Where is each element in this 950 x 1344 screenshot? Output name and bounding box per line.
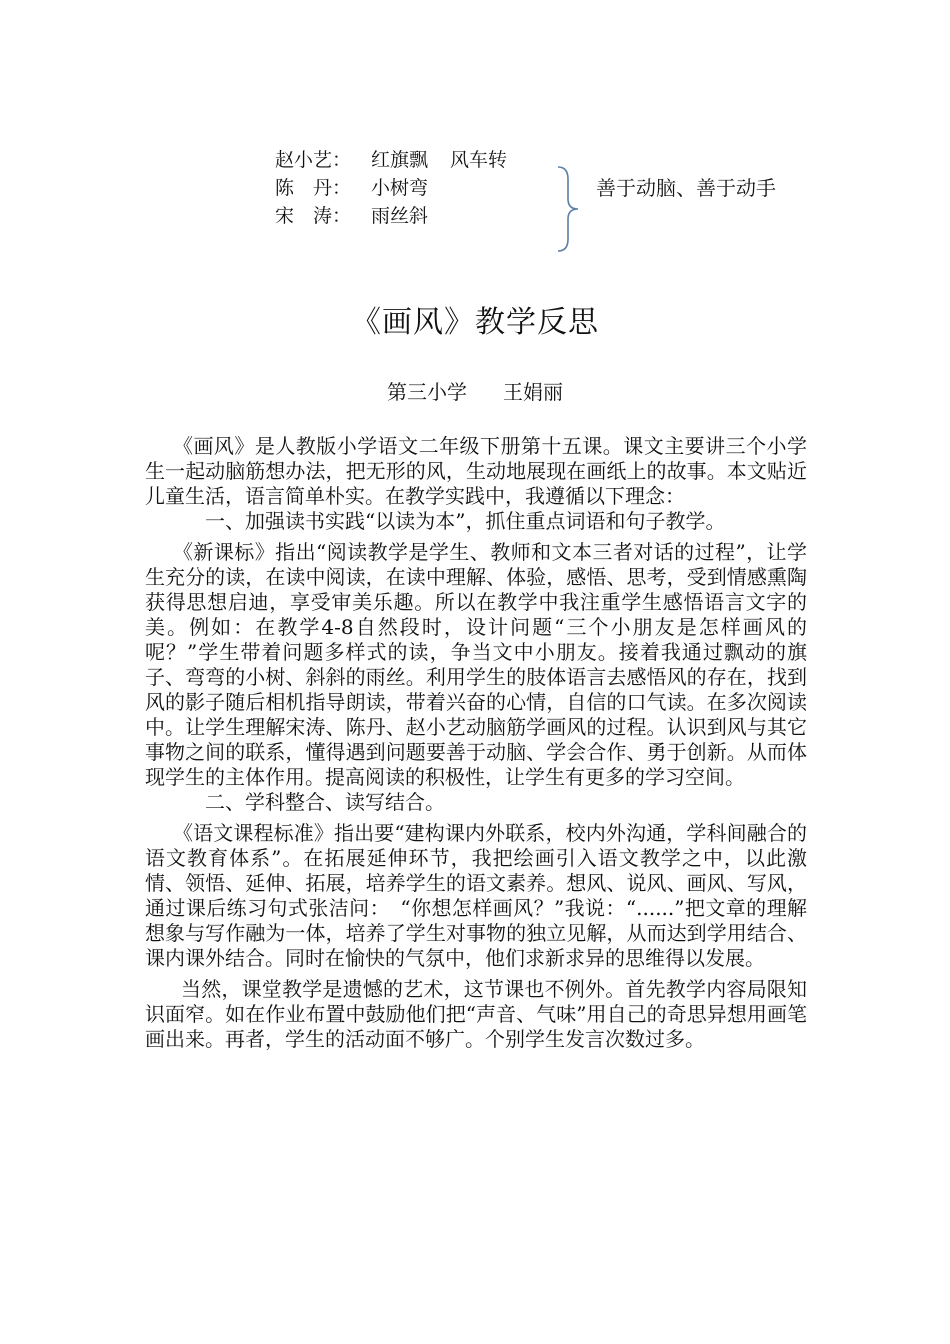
board-text: 红旗飘 bbox=[371, 149, 429, 171]
board-row-song bbox=[275, 202, 507, 230]
author-line bbox=[0, 376, 950, 405]
section-heading-2: 二、学科整合、读写结合。 bbox=[205, 790, 445, 814]
board-row-zhao bbox=[275, 146, 507, 174]
brace-label: 善于动脑、善于动手 bbox=[596, 176, 776, 200]
board-name: 赵小艺： bbox=[275, 149, 352, 171]
author-name: 王娟丽 bbox=[503, 380, 563, 404]
board-text-2: 风车转 bbox=[450, 149, 508, 171]
board-text: 雨丝斜 bbox=[371, 205, 429, 227]
blackboard-summary bbox=[275, 146, 507, 230]
board-name: 宋 涛： bbox=[275, 205, 352, 227]
paragraph-conclusion: 当然，课堂教学是遗憾的艺术，这节课也不例外。首先教学内容局限知识面窄。如在作业布置中鼓励他们把“声音、气味”用自己的奇思异想用画笔画出来。再者，学生的活动面不够广。个别学生发言次数过多。 bbox=[145, 977, 807, 1051]
paragraph-section-1: 《新课标》指出“阅读教学是学生、教师和文本三者对话的过程”，让学生充分的读，在读中阅读，在读中理解、体验，感悟、思考，受到情感熏陶获得思想启迪，享受审美乐趣。所以在教学中我注重学生感悟语言文字的美。例如：在教学4-8自然段时，设计问题“三个小朋友是怎样画风的呢？”学生带着问题多样式的读，争当文中小朋友。接着我通过飘动的旗子、弯弯的小树、斜斜的雨丝。利用学生的肢体语言去感悟风的存在，找到风的影子随后相机指导朗读，带着兴奋的心情，自信的口气读。在多次阅读中。让学生理解宋涛、陈丹、赵小艺动脑筋学画风的过程。认识到风与其它事物之间的联系，懂得遇到问题要善于动脑、学会合作、勇于创新。从而体现学生的主体作用。提高阅读的积极性，让学生有更多的学习空间。 bbox=[145, 540, 807, 789]
board-text: 小树弯 bbox=[371, 177, 429, 199]
brace-icon bbox=[556, 165, 582, 253]
page-title: 《画风》教学反思 bbox=[351, 305, 599, 340]
article-body bbox=[145, 434, 807, 1052]
board-name: 陈 丹： bbox=[275, 177, 352, 199]
paragraph-intro: 《画风》是人教版小学语文二年级下册第十五课。课文主要讲三个小学生一起动脑筋想办法，把无形的风，生动地展现在画纸上的故事。本文贴近儿童生活，语言简单朴实。在教学实践中，我遵循以下理念： bbox=[145, 434, 807, 508]
paragraph-section-2: 《语文课程标准》指出要“建构课内外联系，校内外沟通，学科间融合的语文教育体系”。在拓展延伸环节，我把绘画引入语文教学之中，以此激情、领悟、延伸、拓展，培养学生的语文素养。想风、说风、画风、写风，通过课后练习句式张洁问： “你想怎样画风？”我说：“......”把文章的理解想象与写作融为一体，培养了学生对事物的独立见解，从而达到学用结合、课内课外结合。同时在愉快的气氛中，他们求新求异的思维得以发展。 bbox=[145, 821, 807, 970]
board-row-chen bbox=[275, 174, 507, 202]
section-heading-1: 一、加强读书实践“以读为本”，抓住重点词语和句子教学。 bbox=[205, 509, 726, 533]
author-school: 第三小学 bbox=[387, 380, 467, 404]
